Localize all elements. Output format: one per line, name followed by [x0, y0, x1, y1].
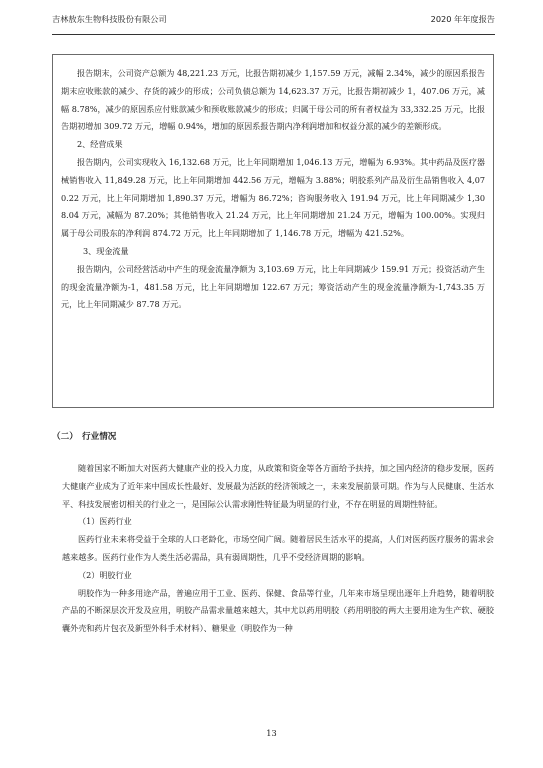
section-number: （二）: [52, 432, 78, 442]
financial-summary-box: [52, 54, 494, 408]
gelatin-paragraph: 明胶作为一种多用途产品，普遍应用于工业、医药、保健、食品等行业，几年来市场呈现出逐年上升趋势，随着明胶产品的不断深层次开发及应用，明胶产品需求量越来越大，其中尤以药用明胶（药用明胶的两大主要用途为生产软、硬胶囊外壳和药片包衣及新型外科手术材料）、糖果业（明胶作为一种: [62, 587, 494, 634]
header-report-title: 2020 年年度报告: [430, 14, 495, 24]
section-title: 行业情况: [82, 432, 117, 442]
industry-section-body: [62, 460, 494, 638]
gelatin-subheading: （2）明胶行业: [78, 569, 132, 580]
pharma-subheading: （1）医药行业: [78, 516, 132, 527]
cash-flow-heading: 3、现金流量: [83, 245, 129, 256]
industry-intro-paragraph: 随着国家不断加大对医药大健康产业的投入力度，从政策和资金等各方面给予扶持，加之国内经济的稳步发展，医药大健康产业成为了近年来中国成长性最好、发展最为活跃的经济领域之一，未来发展前景可期。作为与人民健康、生活水平、科技发展密切相关的行业之一，是国际公认需求刚性特征最为明显的行业，不存在明显的周期性特征。: [62, 463, 494, 509]
operating-results-paragraph: 报告期内，公司实现收入 16,132.68 万元，比上年同期增加 1,046.13 万元，增幅为 6.93%。其中药品及医疗器械销售收入 11,849.28 万元，比上年同期增加 442.56 万元，增幅为 3.88%；明胶系列产品及衍生品销售收入 4,070.22 万元，比上年同期增加 1,890.37 万元，增幅为 86.72%；咨询服务收入 191.94 万元，比上年同期减少 1,308.04 万元，减幅为 87.20%；其他销售收入 21.24 万元，比上年同期增加 21.24 万元，增幅为 100.00%。实现归属于母公司股东的净利润 874.72 万元，比上年同期增加了 1,146.78 万元，增幅为 421.52%。: [61, 156, 485, 239]
page-header: [52, 14, 495, 35]
operating-results-heading: 2、经营成果: [77, 139, 123, 150]
header-company: 吉林敖东生物科技股份有限公司: [52, 14, 167, 24]
assets-paragraph: 报告期末，公司资产总额为 48,221.23 万元，比报告期初减少 1,157.59 万元，减幅 2.34%，减少的原因系报告期末应收账款的减少、存货的减少的形成；公司负债总额为 14,623.37 万元，比报告期初减少 1，407.06 万元，减幅 8.78%，减少的原因系应付账款减少和预收账款减少的形成；归属于母公司的所有者权益为 33,332.25 万元，比报告期初增加 309.72 万元，增幅 0.94%，增加的原因系报告期内净利润增加和权益分派的减少的差额形成。: [61, 68, 485, 132]
page-number: 13: [266, 728, 277, 738]
pharma-paragraph: 医药行业未来将受益于全球的人口老龄化，市场空间广阔。随着居民生活水平的提高，人们对医药医疗服务的需求会越来越多。医药行业作为人类生活必需品，具有弱周期性，几乎不受经济周期的影响。: [62, 534, 494, 562]
section-heading: [52, 430, 352, 442]
cash-flow-paragraph: 报告期内，公司经营活动中产生的现金流量净额为 3,103.69 万元，比上年同期减少 159.91 万元；投资活动产生的现金流量净额为-1，481.58 万元，比上年同期增加 122.67 万元；筹资活动产生的现金流量净额为-1,743.35 万元，比上年同期减少 87.78 万元。: [61, 263, 485, 310]
